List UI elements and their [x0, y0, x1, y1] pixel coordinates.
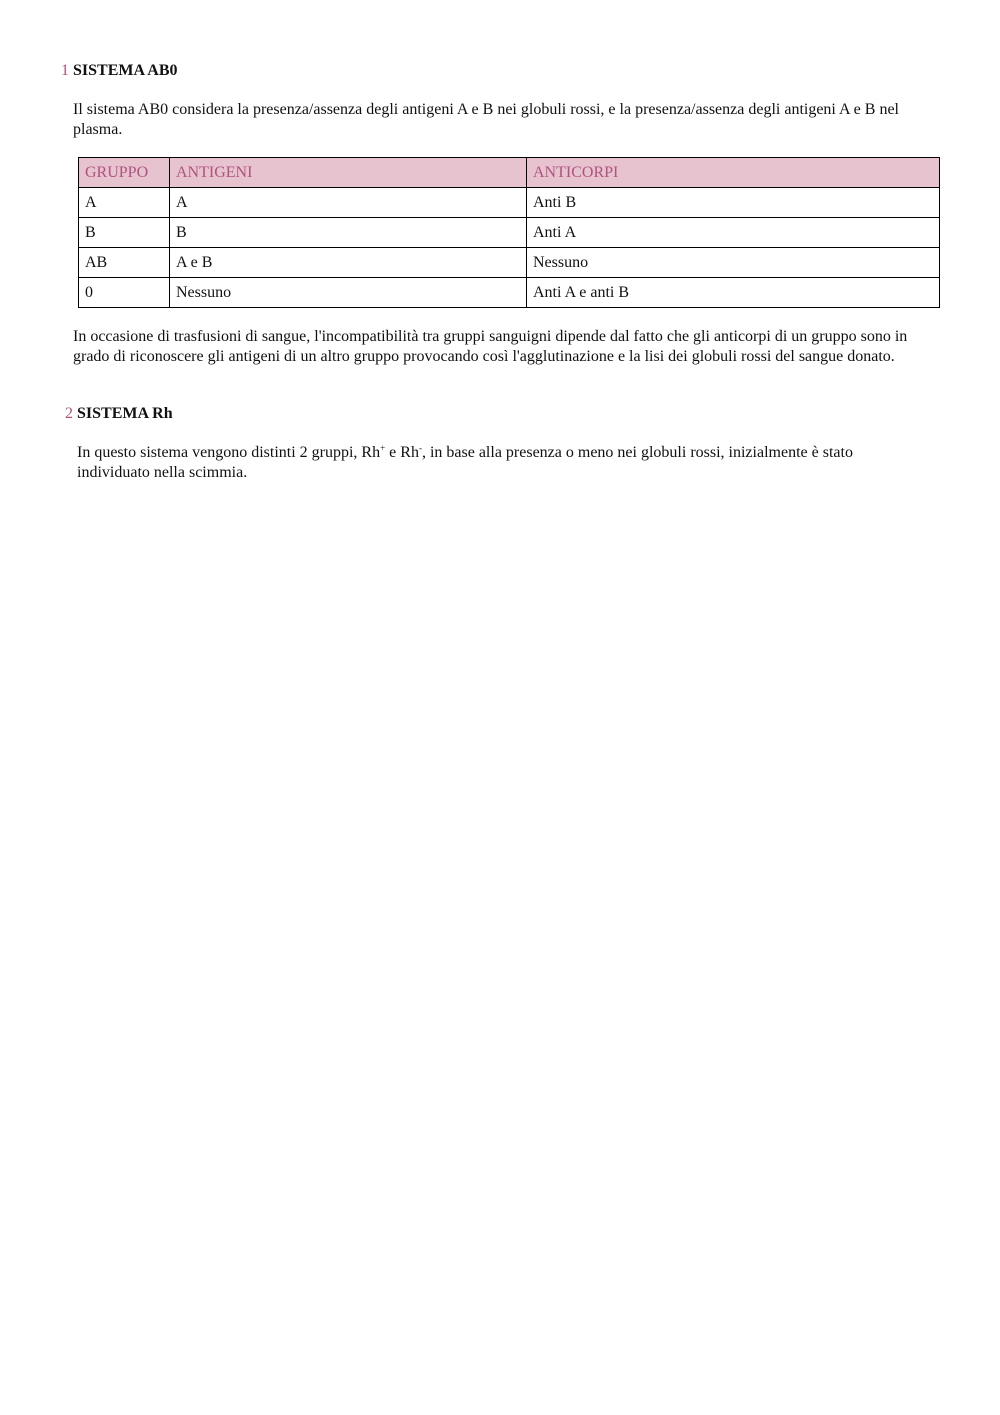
cell-anticorpi: Anti B — [527, 188, 940, 218]
cell-antigeni: A — [170, 188, 527, 218]
table-row — [79, 188, 940, 218]
section-2-text-3: , in base alla presenza o meno nei globuli rossi, inizialmente è stato individuato nella scimmia. — [77, 444, 853, 481]
section-2-title: SISTEMA Rh — [77, 405, 173, 422]
section-2-paragraph — [77, 443, 927, 482]
rh-positive-sign: + — [380, 443, 386, 453]
table-header-row — [79, 158, 940, 188]
header-gruppo: GRUPPO — [79, 158, 170, 188]
rh-negative-sign: - — [418, 443, 422, 453]
cell-gruppo: B — [79, 218, 170, 248]
cell-gruppo: 0 — [79, 278, 170, 308]
cell-anticorpi: Anti A e anti B — [527, 278, 940, 308]
cell-gruppo: A — [79, 188, 170, 218]
cell-antigeni: A e B — [170, 248, 527, 278]
ab0-table — [78, 157, 940, 308]
section-2-number: 2 — [65, 405, 73, 422]
cell-antigeni: Nessuno — [170, 278, 527, 308]
table-row — [79, 278, 940, 308]
section-1-heading — [61, 61, 177, 81]
section-2-text-2: e Rh — [385, 444, 419, 461]
section-1-outro: In occasione di trasfusioni di sangue, l'incompatibilità tra gruppi sanguigni dipende dal fatto che gli anticorpi di un gruppo sono in grado di riconoscere gli antigeni di un altro gruppo provocando così l'agglutinazione e la lisi dei globuli rossi del sangue donato. — [73, 328, 908, 365]
section-1-intro: Il sistema AB0 considera la presenza/assenza degli antigeni A e B nei globuli rossi, e la presenza/assenza degli antigeni A e B nel plasma. — [73, 101, 899, 138]
section-1-title: SISTEMA AB0 — [73, 62, 178, 79]
cell-anticorpi: Nessuno — [527, 248, 940, 278]
header-anticorpi: ANTICORPI — [527, 158, 940, 188]
cell-anticorpi: Anti A — [527, 218, 940, 248]
section-2-heading — [65, 404, 173, 424]
section-1-number: 1 — [61, 62, 69, 79]
cell-antigeni: B — [170, 218, 527, 248]
table-row — [79, 248, 940, 278]
cell-gruppo: AB — [79, 248, 170, 278]
section-2-text-1: In questo sistema vengono distinti 2 gruppi, Rh — [77, 444, 381, 461]
table-row — [79, 218, 940, 248]
header-antigeni: ANTIGENI — [170, 158, 527, 188]
